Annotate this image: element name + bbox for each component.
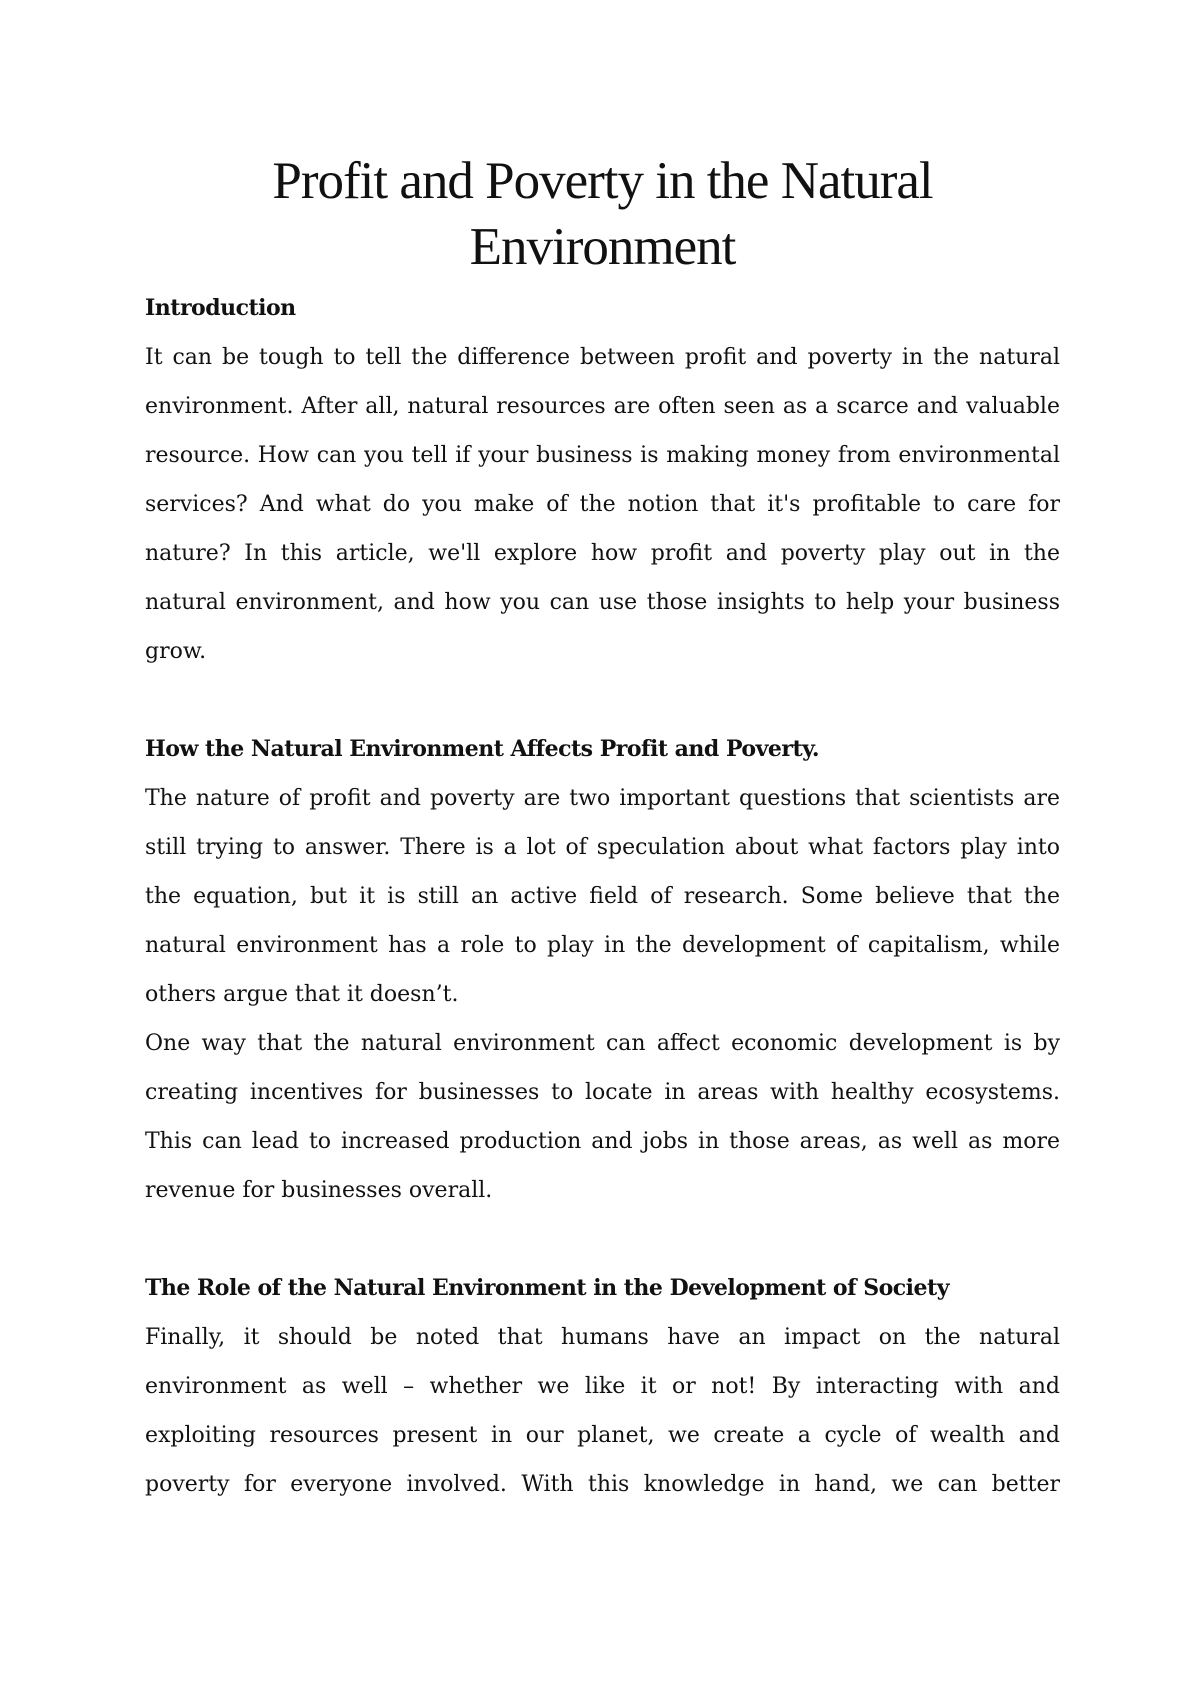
title-line-2: Environment <box>469 218 736 276</box>
section-heading: Introduction <box>145 295 296 321</box>
section-natural-environment-effects <box>145 725 1060 1215</box>
paragraph: One way that the natural environment can affect economic development is by creating incentives for businesses to locate in areas with healthy ecosystems. This can lead to increased production and jobs in those areas, as well as more revenue for businesses overall. <box>145 1031 1060 1203</box>
document-body <box>145 284 1060 1509</box>
section-heading: The Role of the Natural Environment in the Development of Society <box>145 1275 949 1301</box>
section-heading: How the Natural Environment Affects Profit and Poverty. <box>145 736 820 762</box>
document-title <box>145 148 1060 280</box>
section-role-in-society <box>145 1264 1060 1509</box>
section-spacer <box>145 676 1060 725</box>
title-line-1: Profit and Poverty in the Natural <box>272 152 933 210</box>
section-introduction <box>145 284 1060 676</box>
section-spacer <box>145 1215 1060 1264</box>
paragraph: The nature of profit and poverty are two important questions that scientists are still trying to answer. There is a lot of speculation about what factors play into the equation, but it is still an active field of research. Some believe that the natural environment has a role to play in the development of capitalism, while others argue that it doesn’t. <box>145 786 1060 1007</box>
paragraph: Finally, it should be noted that humans have an impact on the natural environment as well – whether we like it or not! By interacting with and exploiting resources present in our planet, we create a cycle of wealth and poverty for everyone involved. With this knowledge in hand, we can better <box>145 1325 1060 1497</box>
paragraph: It can be tough to tell the difference between profit and poverty in the natural environment. After all, natural resources are often seen as a scarce and valuable resource. How can you tell if your business is making money from environmental services? And what do you make of the notion that it's profitable to care for nature? In this article, we'll explore how profit and poverty play out in the natural environment, and how you can use those insights to help your business grow. <box>145 345 1060 664</box>
